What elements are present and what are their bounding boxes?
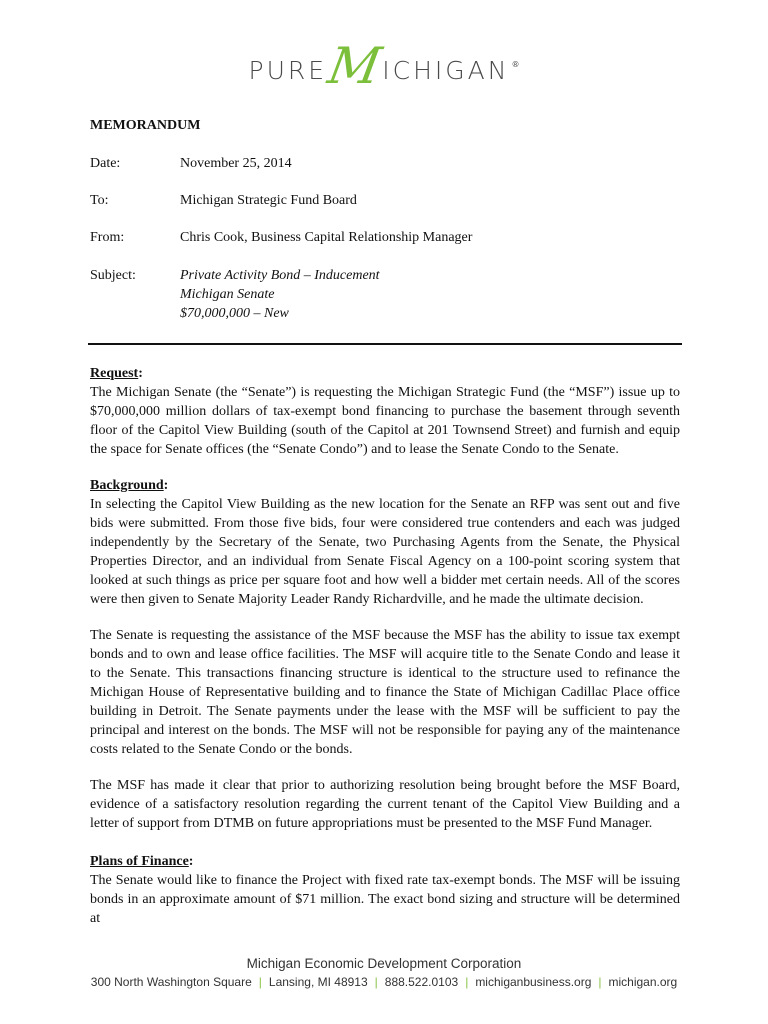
request-section (90, 364, 680, 459)
footer (0, 956, 768, 989)
subject-line-3: $70,000,000 – New (180, 306, 289, 321)
from-label: From: (90, 230, 125, 245)
background-paragraph-2: The Senate is requesting the assistance of the MSF because the MSF has the ability to issue tax exempt bonds and to own and lease office facilities. The MSF will acquire title to the Senate Condo and lease it to the Senate. This transactions financing structure is identical to the structure used to refinance the Michigan House of Representative building and to finance the State of Michigan Cadillac Place office building in Detroit. The Senate payments under the lease with the MSF will be sufficient to pay the principal and interest on the bonds. The MSF will not be responsible for paying any of the maintenance costs related to the Senate Condo or the bonds. (90, 628, 680, 757)
footer-address-line (0, 975, 768, 989)
from-value: Chris Cook, Business Capital Relationship Manager (180, 230, 473, 245)
footer-organization: Michigan Economic Development Corporation (246, 956, 522, 971)
memo-title: MEMORANDUM (90, 118, 201, 133)
logo-text-ichigan: ICHIGAN (382, 55, 510, 85)
footer-website-michigan: michigan.org (608, 975, 678, 989)
subject-line-1: Private Activity Bond – Inducement (180, 268, 380, 283)
logo-text-pure: PURE (248, 55, 328, 85)
background-section-3 (90, 776, 680, 833)
subject-line-2: Michigan Senate (180, 287, 275, 302)
footer-phone: 888.522.0103 (384, 975, 459, 989)
request-paragraph: The Michigan Senate (the “Senate”) is requesting the Michigan Strategic Fund (the “MSF”) issue up to $70,000,000 million dollars of tax-exempt bond financing to purchase the basement through seventh floor of the Capitol View Building (south of the Capitol at 201 Townsend Street) and furnish and equip the space for Senate offices (the “Senate Condo”) and to lease the Senate Condo to the Senate. (90, 385, 680, 457)
pure-michigan-logo (0, 37, 768, 100)
plans-section (90, 852, 680, 928)
background-heading: Background: (90, 478, 169, 493)
request-heading: Request: (90, 366, 143, 381)
logo-script-m: M (323, 37, 386, 95)
to-label: To: (90, 193, 109, 208)
background-paragraph-3: The MSF has made it clear that prior to authorizing resolution being brought before the MSF Board, evidence of a satisfactory resolution regarding the current tenant of the Capitol View Building and a letter of support from DTMB on future appropriations must be presented to the MSF Fund Manager. (90, 778, 680, 831)
background-paragraph-1: In selecting the Capitol View Building as the new location for the Senate an RFP was sent out and five bids were submitted. From those five bids, four were considered true contenders and each was judged independently by the Secretary of the Senate, two Purchasing Agents from the Senate, the Physical Properties Director, and an individual from Senate Fiscal Agency on a 100-point scoring system that looked at such things as price per square foot and how well a bidder met certain needs. All of the scores were then given to Senate Majority Leader Randy Richardville, and he made the ultimate decision. (90, 497, 680, 607)
footer-city: Lansing, MI 48913 (268, 975, 368, 989)
footer-separator: | (374, 975, 378, 989)
date-value: November 25, 2014 (180, 156, 292, 171)
footer-website-business: michiganbusiness.org (475, 975, 592, 989)
header-divider (88, 343, 682, 345)
to-value: Michigan Strategic Fund Board (180, 193, 357, 208)
date-label: Date: (90, 156, 121, 171)
subject-label: Subject: (90, 268, 136, 283)
footer-separator: | (598, 975, 602, 989)
registered-mark: ® (511, 59, 520, 69)
background-section-2 (90, 626, 680, 759)
plans-heading: Plans of Finance: (90, 854, 194, 869)
footer-separator: | (465, 975, 469, 989)
footer-separator: | (258, 975, 262, 989)
background-section (90, 476, 680, 609)
footer-street: 300 North Washington Square (90, 975, 252, 989)
plans-paragraph: The Senate would like to finance the Project with fixed rate tax-exempt bonds. The MSF will be issuing bonds in an approximate amount of $71 million. The exact bond sizing and structure will be determined at (90, 873, 680, 926)
subject-value (180, 266, 380, 323)
